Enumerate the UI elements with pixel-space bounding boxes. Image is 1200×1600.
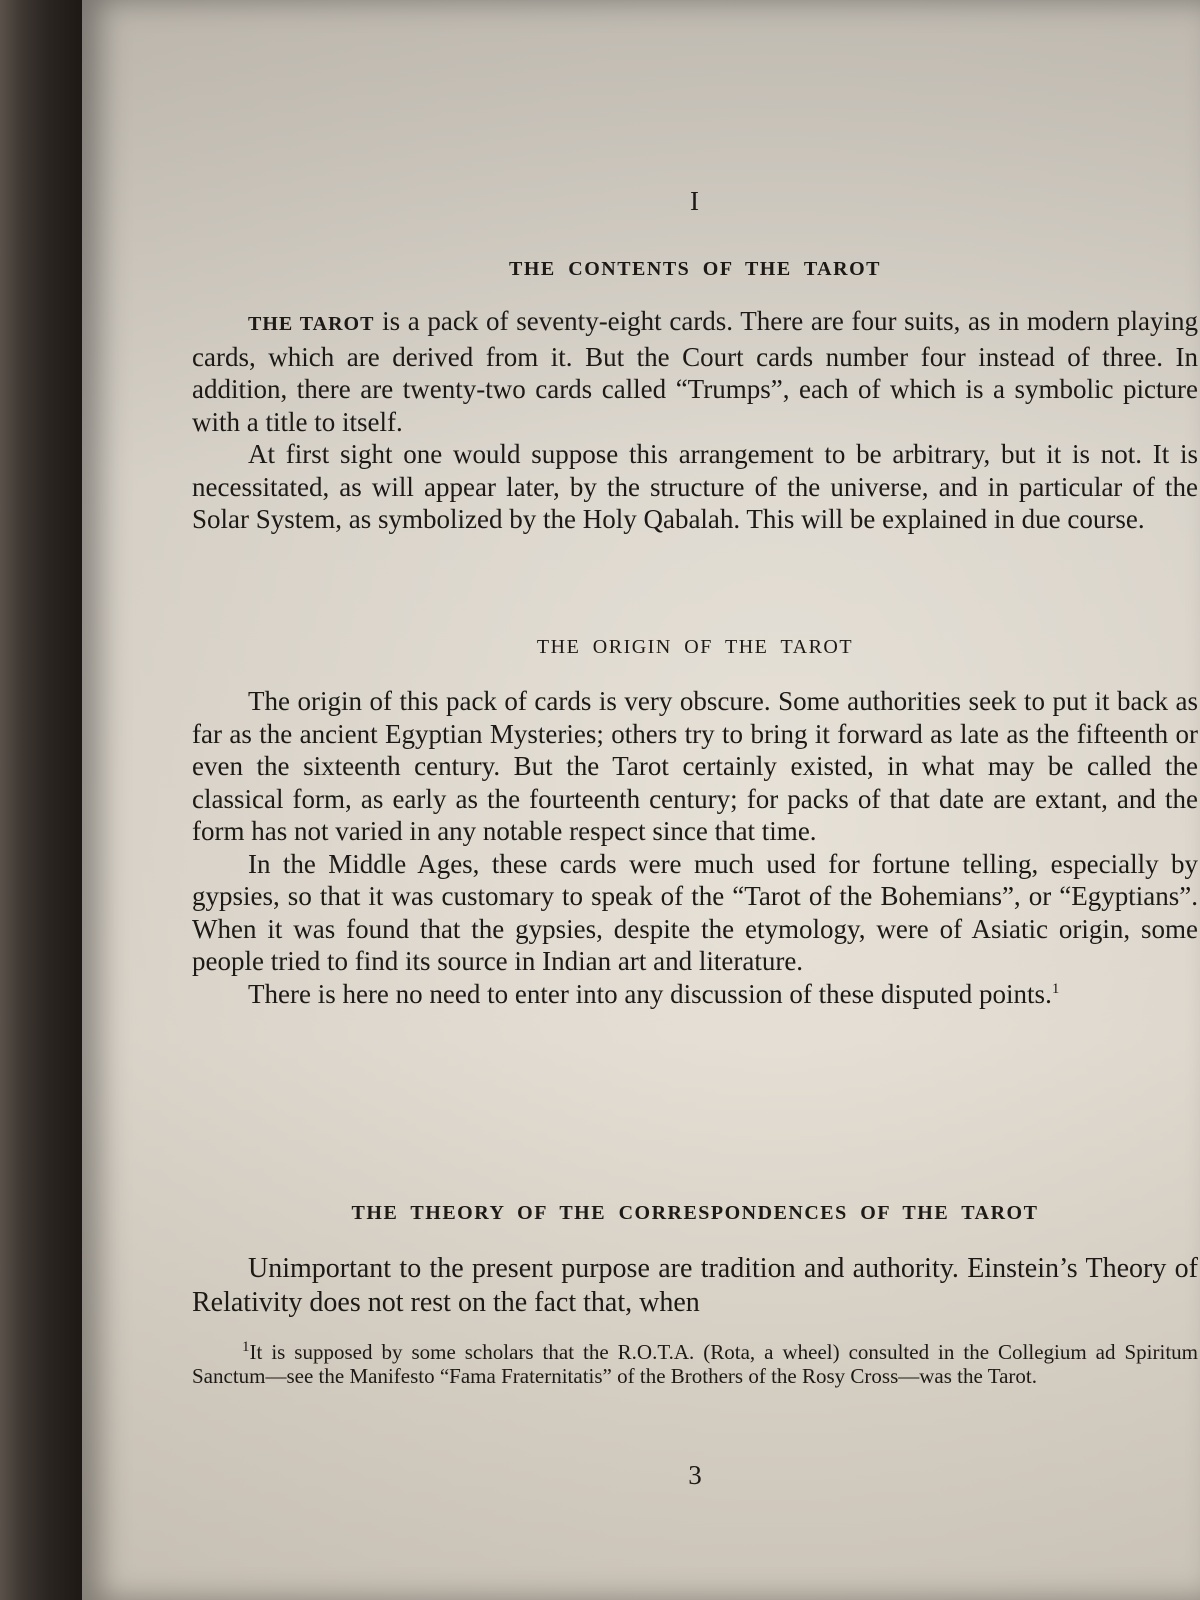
chapter-number: I <box>690 186 700 216</box>
paragraph <box>192 978 1198 1011</box>
paragraph: Unimportant to the present purpose are tradition and authority. Einstein’s Theory of Relativity does not rest on the fact that, when <box>192 1253 1198 1318</box>
footnote-reference[interactable]: 1 <box>1051 980 1060 997</box>
book-page <box>82 0 1200 1600</box>
paragraph: At first sight one would suppose this arrangement to be arbitrary, but it is not. It is necessitated, as will appear later, by the structure of the universe, and in particular of the Solar System, as symbolized by the Holy Qabalah. This will be explained in due course. <box>192 439 1198 534</box>
section-body-theory <box>192 1252 1198 1320</box>
section-heading-theory: THE THEORY OF THE CORRESPONDENCES OF THE TAROT <box>351 1202 1039 1224</box>
section-body-origin <box>192 685 1198 1010</box>
footnote-text <box>192 1340 1198 1388</box>
footnote <box>192 1340 1198 1388</box>
book-spine-shadow <box>0 0 88 1600</box>
paragraph-text: is a pack of seventy-eight cards. There are four suits, as in modern playing cards, which are derived from it. But the Court cards number four instead of three. In addition, there are twenty-two cards called “Trumps”, each of which is a symbolic picture with a title to itself. <box>192 306 1198 437</box>
footnote-body: It is supposed by some scholars that the R.O.T.A. (Rota, a wheel) consulted in the Collegium ad Spiritum Sanctum—see the Manifesto “Fama Fraternitatis” of the Brothers of the Rosy Cross—was the Tarot. <box>192 1340 1198 1388</box>
paragraph-lead-smallcaps: THE TAROT <box>248 313 375 335</box>
paragraph-text: There is here no need to enter into any discussion of these disputed points. <box>248 978 1052 1009</box>
section-heading-contents: THE CONTENTS OF THE TAROT <box>509 258 881 280</box>
page-text-area <box>192 0 1198 1600</box>
section-body-contents <box>192 305 1198 536</box>
section-heading-origin: THE ORIGIN OF THE TAROT <box>536 636 854 658</box>
page-number: 3 <box>688 1460 702 1490</box>
footnote-marker: 1 <box>242 1339 250 1355</box>
paragraph: In the Middle Ages, these cards were much used for fortune telling, especially by gypsies, so that it was customary to speak of the “Tarot of the Bohemians”, or “Egyptians”. When it was found that the gypsies, despite the etymology, were of Asiatic origin, some people tried to find its source in Indian art and literature. <box>192 848 1198 976</box>
paragraph: The origin of this pack of cards is very obscure. Some authorities seek to put it back as far as the ancient Egyptian Mysteries; others try to bring it forward as late as the fifteenth or even the sixteenth century. But the Tarot certainly existed, in what may be called the classical form, as early as the fourteenth century; for packs of that date are extant, and the form has not varied in any notable respect since that time. <box>192 686 1198 846</box>
paragraph <box>192 305 1198 438</box>
